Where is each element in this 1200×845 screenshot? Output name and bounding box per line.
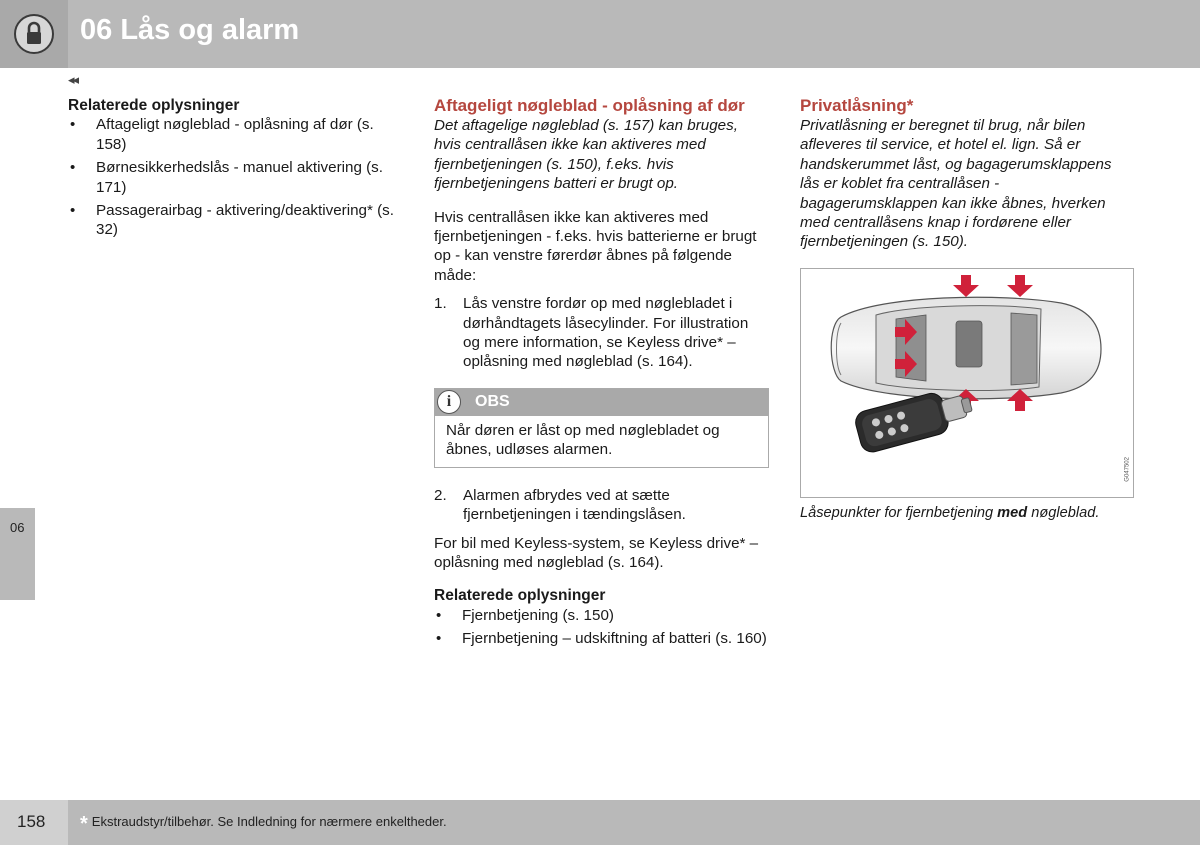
- step-item: [434, 486, 769, 525]
- step-text: Alarmen afbrydes ved at sætte fjernbetjeningen i tændingslåsen.: [463, 486, 686, 524]
- related-list: [434, 606, 769, 649]
- note-text: Når døren er låst op med nøglebladet og åbnes, udløses alarmen.: [446, 421, 720, 459]
- note-header: [435, 389, 768, 416]
- related-heading: Relaterede oplysninger: [434, 587, 606, 605]
- related-link[interactable]: • Børnesikkerhedslås - manuel aktivering (s. 171): [68, 158, 398, 197]
- section-intro: Privatlåsning er beregnet til brug, når bilen afleveres til service, et hotel el. lign. Så er handskerummet låst, og bagagerumsklappens lås er koblet fra centrallåsen - bagagerumsklappen kan ikke åbnes, hverken med centrallåsens knap i fordørene eller fjernbetjeningen (s. 150).: [800, 117, 1112, 251]
- section-title: Privatlåsning*: [800, 96, 914, 115]
- caption-emphasis: med: [997, 504, 1028, 521]
- page-number-box: [0, 800, 68, 845]
- chapter-side-tab-label: 06: [10, 520, 25, 535]
- caption-text-end: nøgleblad.: [1027, 504, 1100, 521]
- lock-point-arrow-top-1: [953, 275, 979, 297]
- chapter-header: [0, 0, 1200, 68]
- page-number: 158: [17, 812, 46, 831]
- step-number: 1.: [434, 295, 447, 313]
- footnote-text: Ekstraudstyr/tilbehør. Se Indledning for nærmere enkeltheder.: [91, 814, 447, 829]
- related-link[interactable]: • Passagerairbag - aktivering/deaktivering* (s. 32): [68, 201, 398, 240]
- chapter-side-tab[interactable]: [0, 508, 35, 600]
- figure-code: G047502: [1125, 456, 1131, 482]
- previous-page-icon[interactable]: ◂◂: [68, 72, 78, 87]
- related-list: [68, 115, 398, 239]
- chapter-title: 06 Lås og alarm: [80, 14, 300, 46]
- paragraph: For bil med Keyless-system, se Keyless drive* – oplåsning med nøgleblad (s. 164).: [434, 534, 759, 571]
- steps-list: [434, 294, 769, 372]
- section-intro: Det aftagelige nøgleblad (s. 157) kan bruges, hvis centrallåsen ikke kan aktiveres med fjernbetjeningen (s. 150), f.eks. hvis fjernbetjeningens batteri er brugt op.: [434, 117, 738, 193]
- step-number: 2.: [434, 486, 447, 504]
- section-title: Aftageligt nøgleblad - oplåsning af dør: [434, 96, 745, 115]
- note-title: OBS: [475, 392, 510, 410]
- step-item: [434, 294, 769, 372]
- related-link[interactable]: • Fjernbetjening – udskiftning af batteri (s. 160): [434, 629, 769, 648]
- figure-caption: [800, 504, 1135, 523]
- page-footer: [0, 800, 1200, 845]
- footnote: [80, 813, 447, 836]
- column-related-info: [68, 96, 398, 244]
- car-illustration: [801, 269, 1133, 497]
- lock-point-arrow-top-2: [1007, 275, 1033, 297]
- caption-text: Låsepunkter for fjernbetjening: [800, 504, 998, 521]
- related-heading: Relaterede oplysninger: [68, 97, 240, 114]
- paragraph: Hvis centrallåsen ikke kan aktiveres med fjernbetjeningen - f.eks. hvis batterierne er brugt op - kan venstre førerdør åbnes på følgende måde:: [434, 208, 757, 284]
- car-lock-points-figure: [800, 268, 1134, 498]
- related-link[interactable]: • Fjernbetjening (s. 150): [434, 606, 769, 625]
- info-icon: i: [437, 390, 461, 414]
- asterisk-icon: *: [80, 813, 88, 835]
- related-link[interactable]: • Aftageligt nøgleblad - oplåsning af dør (s. 158): [68, 115, 398, 154]
- column-key-blade: [434, 96, 769, 653]
- note-box: [434, 388, 769, 468]
- column-private-locking: [800, 96, 1135, 523]
- step-text: Lås venstre fordør op med nøglebladet i dørhåndtagets låsecylinder. For illustration og mere information, se Keyless drive* – oplåsning med nøgleblad (s. 164).: [463, 295, 749, 371]
- lock-icon: [14, 14, 54, 54]
- steps-list-continued: [434, 486, 769, 525]
- chapter-icon-box: [0, 0, 68, 68]
